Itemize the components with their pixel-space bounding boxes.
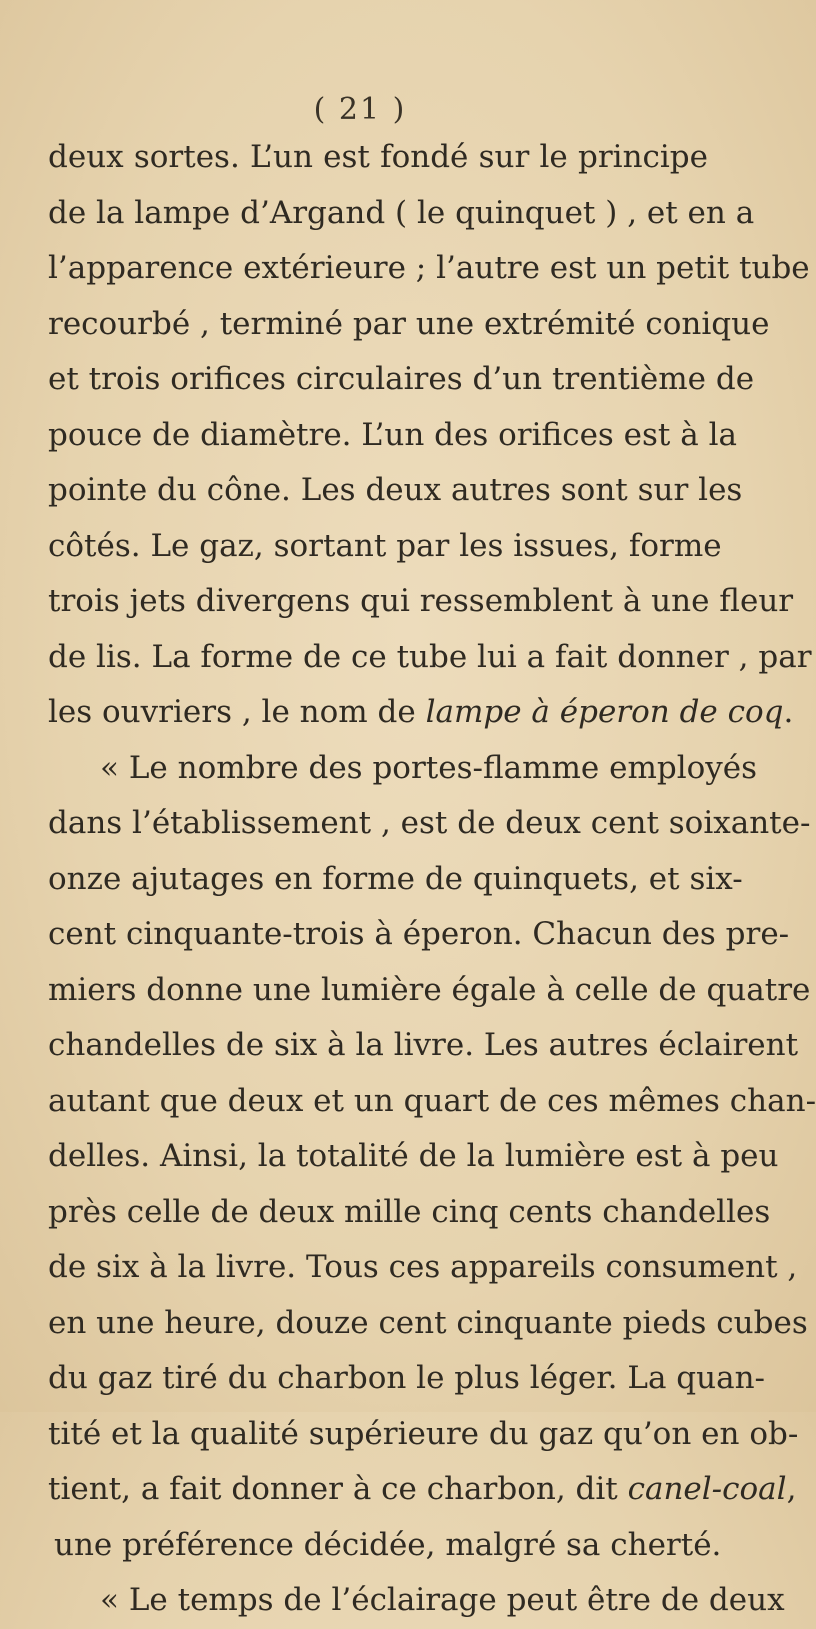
text-line [48,685,794,741]
page-number: ( 21 ) [313,92,407,127]
text-line: delles. Ainsi, la totalité de la lumière est à peu [48,1138,779,1174]
text-line: de la lampe d’Argand ( le quinquet ) , et en a [48,194,755,231]
text-line: pouce de diamètre. L’un des orifices est à la [48,416,737,453]
text-line: du gaz tiré du charbon le plus léger. La quan- [48,1360,766,1396]
text-line: près celle de deux mille cinq cents chandelles [48,1193,771,1230]
text-line: recourbé , terminé par une extrémité conique [48,305,770,342]
paragraph-start-line: « Le temps de l’éclairage peut être de deux [100,1582,785,1618]
text-line: une préférence décidée, malgré sa cherté. [54,1526,722,1563]
paragraph-start-line: « Le nombre des portes-flamme employés [100,749,758,786]
italic-term: canel-coal [627,1471,787,1507]
text-line: de six à la livre. Tous ces appareils consument , [48,1249,798,1285]
text-line: cent cinquante-trois à éperon. Chacun des pre- [48,916,790,952]
text-segment: les ouvriers , le nom de [48,694,426,730]
text-line: trois jets divergens qui ressemblent à une fleur [48,583,794,619]
text-line: chandelles de six à la livre. Les autres éclairent [48,1027,799,1063]
text-segment: tient, a fait donner à ce charbon, dit [48,1471,628,1507]
italic-term: lampe à éperon de coq [425,694,784,730]
text-line: deux sortes. L’un est fondé sur le principe [48,139,708,175]
text-segment: . [783,694,794,730]
text-line: pointe du cône. Les deux autres sont sur les [48,472,743,508]
text-line: autant que deux et un quart de ces mêmes chan- [48,1082,816,1119]
text-line: l’apparence extérieure ; l’autre est un petit tube [48,250,810,286]
text-line: tité et la qualité supérieure du gaz qu’on en ob- [48,1415,799,1452]
text-line: dans l’établissement , est de deux cent soixante- [48,805,811,841]
text-line: de lis. La forme de ce tube lui a fait donner , par [48,638,812,675]
text-line: miers donne une lumière égale à celle de quatre [48,971,811,1008]
text-line: et trois orifices circulaires d’un trentième de [48,361,755,397]
text-line: onze ajutages en forme de quinquets, et six- [48,860,743,897]
text-line: en une heure, douze cent cinquante pieds cubes [48,1304,808,1341]
body-text [48,130,816,1629]
text-segment: , [786,1471,797,1507]
text-line [48,1462,797,1518]
text-line: côtés. Le gaz, sortant par les issues, forme [48,527,722,564]
